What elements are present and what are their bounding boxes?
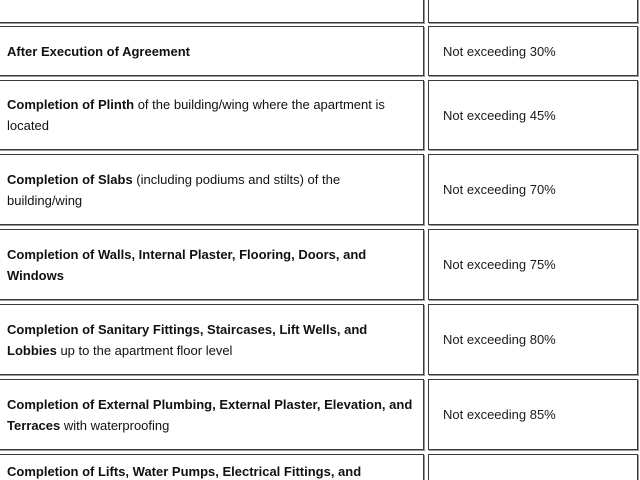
payment-text xyxy=(443,455,633,480)
payment-text: Not exceeding 80% xyxy=(443,332,556,347)
payment-text: Not exceeding 85% xyxy=(443,407,556,422)
stage-rest-text: with waterproofing xyxy=(60,417,170,433)
table-row-5-stage-cell xyxy=(0,304,424,375)
stage-bold-text: Completion of Lifts, Water Pumps, Electrical Fittings, and xyxy=(7,464,362,479)
stage-bold-text: Completion of Slabs xyxy=(7,171,133,187)
table-row-3-payment-cell xyxy=(428,154,638,225)
payment-text: Not exceeding 45% xyxy=(443,107,556,123)
table-row-7-payment-cell xyxy=(428,454,638,480)
table-row-6-payment-cell xyxy=(428,379,638,450)
stage-bold-text: Completion of Sanitary Fittings, Staircases, Lift Wells, and Lobbies xyxy=(7,321,368,358)
table-row-5-payment-cell xyxy=(428,304,638,375)
stage-bold-text: Completion of Walls, Internal Plaster, Flooring, Doors, and Windows xyxy=(7,246,367,283)
stage-bold-text: After Execution of Agreement xyxy=(7,43,190,59)
payment-text: Not exceeding 75% xyxy=(443,257,556,272)
table-row-0-payment-cell xyxy=(428,0,638,23)
payment-text xyxy=(443,0,633,22)
stage-rest-text: up to the apartment floor level xyxy=(56,342,233,358)
stage-rest-text: of the building/wing where the apartment is located xyxy=(7,97,385,133)
payment-text: Not exceeding 30% xyxy=(443,43,556,59)
table-row-1-stage-cell xyxy=(0,26,424,76)
table-row-2-stage-cell xyxy=(0,80,424,150)
stage-bold-text: Completion of External Plumbing, External Plaster, Elevation, and Terraces xyxy=(7,396,413,433)
table-row-3-stage-cell xyxy=(0,154,424,225)
table-row-4-payment-cell xyxy=(428,229,638,300)
table-row-0-stage-cell xyxy=(0,0,424,23)
table-row-6-stage-cell xyxy=(0,379,424,450)
payment-text: Not exceeding 70% xyxy=(443,182,556,197)
table-row-4-stage-cell xyxy=(0,229,424,300)
table-row-2-payment-cell xyxy=(428,80,638,150)
stage-bold-text: Completion of Plinth xyxy=(7,97,135,112)
table-row-1-payment-cell xyxy=(428,26,638,76)
stage-rest-text: (including podiums and stilts) of the building/wing xyxy=(7,171,341,208)
table-row-7-stage-cell xyxy=(0,454,424,480)
